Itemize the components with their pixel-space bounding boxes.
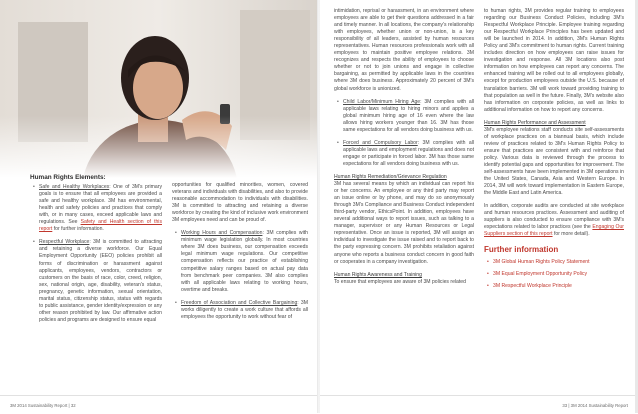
link-respectful-workplace[interactable]: • 3M Respectful Workplace Principle xyxy=(484,283,624,290)
safe-workplaces-body: : One of 3M's primary goals is to ensure that all employees are provided a safe and healthy workplace. 3M has environmental, health and safety policies and practices that comply with, or in many cases, exceed applicable laws and regulations. See xyxy=(39,184,163,226)
forced-labor-body: : 3M complies with all applicable laws and employment regulations and does not engage or participate in forced labor. 3M has those same expectations for all vendors doing business with us. xyxy=(343,139,474,167)
list-item-working-hours xyxy=(172,230,308,293)
right-page-number: 33 | 3M 2014 Sustainability Report xyxy=(562,403,628,408)
link-eeo-policy[interactable]: • 3M Equal Employment Opportunity Policy xyxy=(484,271,624,278)
respectful-workplace-body: : 3M is committed to attracting and retaining a diverse workforce. Our Equal Employment Opportunity (EEO) policies prohibit all forms of discrimination or harassment against applicants, employees, vendors, contractors or customers on the basis of race, color, creed, religion, sex, national origin, age, disability, veteran's status, pregnancy, genetic information, sexual orientation, marital status, citizenship status, status with regards to public assistance, gender identity/expression or any other reason prohibited by law. Our affirmative action policies and programs are designed to ensure equal xyxy=(39,239,162,323)
safety-health-link[interactable]: Safety and Health section of this report xyxy=(39,219,162,233)
performance-body-2: In addition, corporate audits are conducted at site workplace and human resources practices. Assessment and auditing of suppliers is also conducted to ensure compliance with 3M's expectations related to labor practices (see the xyxy=(484,203,624,231)
list-item-child-labor xyxy=(334,99,474,134)
list-item-safe-workplaces xyxy=(30,184,162,233)
respectful-workplace-title: Respectful Workplace xyxy=(39,239,90,246)
forced-labor-title: Forced and Compulsory Labor xyxy=(343,139,418,146)
freedom-association-title: Freedom of Association and Collective Bargaining xyxy=(181,299,298,306)
child-labor-title: Child Labor/Minimum Hiring Age xyxy=(343,98,421,105)
hero-photo-image xyxy=(0,0,318,178)
working-hours-title: Working Hours and Compensation xyxy=(181,230,263,237)
performance-body-1: 3M's employee relations staff conducts site self-assessments of workplace practices on a biannual basis, which include review of practices related to 3M's Human Rights Policy to ensure that practices are consistent with and reinforce that policy. Various data is reviewed through the process to identify potential gaps and opportunities for improvement. The self-assessments have been implemented in 3M operations in the United States, Canada, Asia and Western Europe. In 2014, 3M will work toward implementation in Eastern Europe, the Middle East and Latin America. xyxy=(484,126,624,197)
performance-heading: Human Rights Performance and Assessment xyxy=(484,119,586,126)
left-page-number: 3M 2014 Sustainability Report | 32 xyxy=(10,403,76,408)
list-item-forced-labor xyxy=(334,140,474,168)
column-2 xyxy=(172,182,308,327)
further-information-heading: Further information xyxy=(484,245,559,255)
safe-workplaces-tail: for further information. xyxy=(52,226,104,233)
freedom-association-body: : 3M works diligently to create a work culture that affords all employees the opportunity to work without fear of xyxy=(181,299,308,320)
awareness-heading: Human Rights Awareness and Training xyxy=(334,271,422,278)
remediation-body: 3M has several means by which an individual can report his or her concerns. An employee or any third party may report an issue online or by phone, and may do so anonymously through 3M's Compliance and Business Conduct independent third-party vendor, EthicsPoint. In addition, employees have several additional ways to report issues, such as talking to a manager, supervisor or any Human Resources or Legal representative. Once an issue is reported, 3M will assign an individual to investigate the issue raised and to report back to the party expressing concern. 3M prohibits retaliation against anyone who reports a business conduct concern in good faith or cooperates in a company investigation. xyxy=(334,181,474,265)
hero-photo xyxy=(0,0,318,178)
right-page xyxy=(320,0,638,413)
list-item-freedom-of-association xyxy=(172,300,308,321)
human-rights-elements-heading: Human Rights Elements: xyxy=(30,174,106,181)
right-footer xyxy=(320,395,638,414)
working-hours-body: : 3M complies with minimum wage legislation globally. In most countries where 3M does business, our compensation exceeds legal minimum wage regulations. Our competitive compensation reflects our practice of establishing competitive salary ranges based on actual pay data from benchmark peer companies. 3M also complies with all applicable laws relating to working hours, overtime and breaks. xyxy=(181,230,308,293)
performance-tail: for more detail). xyxy=(552,231,590,238)
column-1 xyxy=(30,174,162,330)
column-4 xyxy=(484,8,624,295)
list-item-respectful-workplace xyxy=(30,239,162,324)
freedom-continuation: intimidation, reprisal or harassment, in an environment where employees are able to get their questions addressed in a fair and timely manner. In all locations, the company's relationship with employees, whether union or non-union, is a key responsibility of all leaders, assisted by human resources representatives. Human resources professionals work with all employees to maintain positive employee relations. 3M recognizes and respects the ability of employees to choose whether or not to join unions and engage in collective bargaining, as permitted by applicable laws in the countries where 3M does business. Approximately 20 percent of 3M's global workforce is unionized. xyxy=(334,8,474,92)
training-continuation: to human rights, 3M provides regular training to employees regarding our Business Conduct Policies, including 3M's Respectful Workplace Principle. Employee training regarding our Respectful Workplace Principles has been updated and will be launched in 2014. In addition, 3M's Human Rights Policy and 3M's commitment to human rights. Current training includes direction on how employees can raise issues for investigation and response. All 3M locations also post information on how employees can report any concerns. The enhanced training will be rolled out to all employees globally, except for production employees outside the U.S. because of translation barriers. 3M will work toward providing training to that population as well in the future. Finally, 3M's website also has information on corporate policies, as well as links to additional information on how to report any concerns. xyxy=(484,8,624,113)
left-page xyxy=(0,0,318,413)
engaging-suppliers-link[interactable]: Engaging Our Suppliers section of this report xyxy=(484,224,624,238)
eeo-continuation: opportunities for qualified minorities, women, covered veterans and individuals with disabilities, and also to provide reasonable accommodation to individuals with disabilities. 3M is committed to attracting and retaining a diverse workforce by creating the kind of inclusive work environment 3M employees need and can be proud of. xyxy=(172,182,308,224)
awareness-body: To ensure that employees are aware of 3M policies related xyxy=(334,278,466,285)
further-information-links xyxy=(484,259,624,290)
link-human-rights-policy[interactable]: • 3M Global Human Rights Policy Statement xyxy=(484,259,624,266)
remediation-heading: Human Rights Remediation/Grievance Regulation xyxy=(334,173,447,180)
safe-workplaces-title: Safe and Healthy Workplaces xyxy=(39,184,110,191)
child-labor-body: : 3M complies with all applicable laws relating to hiring minors and applies a global minimum hiring age of 16 even where the law allows hiring workers younger than 16. 3M has those same expectations for all vendors doing business with us. xyxy=(343,98,475,133)
column-3 xyxy=(334,8,474,292)
left-footer xyxy=(0,395,318,414)
